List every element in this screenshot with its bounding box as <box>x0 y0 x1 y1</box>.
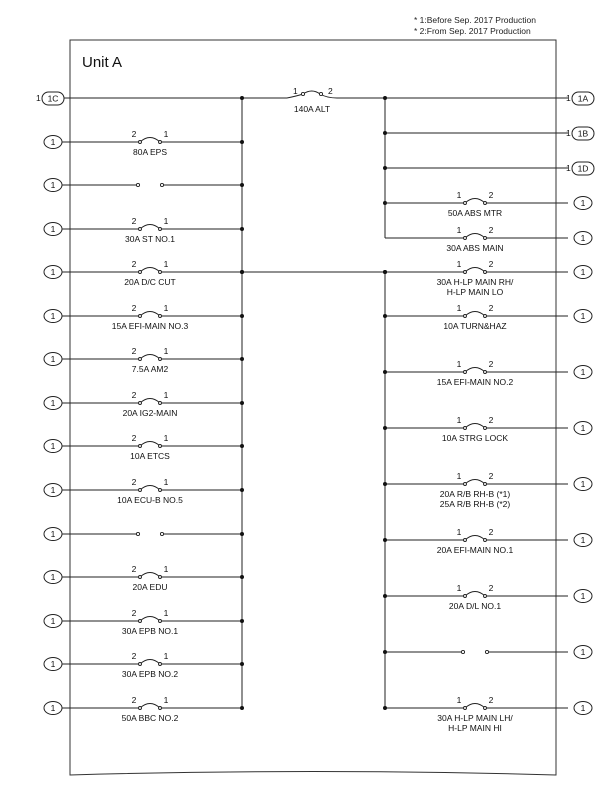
fuse-terminal <box>139 315 142 318</box>
connector-1 <box>574 422 592 435</box>
fuse-terminal <box>139 402 142 405</box>
connector-1 <box>574 310 592 323</box>
connector-1 <box>574 232 592 245</box>
fuse <box>115 608 185 623</box>
fuse-symbol <box>115 486 185 491</box>
left-fuse-row <box>62 129 244 157</box>
fuse-pin-left: 1 <box>456 190 462 200</box>
fuse-terminal <box>484 371 487 374</box>
connector-pin: 1 <box>36 93 41 103</box>
connector-pin: 1 <box>50 659 56 669</box>
fuse-pin-right: 2 <box>488 225 494 235</box>
fuse-pin-left: 1 <box>456 471 462 481</box>
fuse <box>115 651 185 666</box>
fuse-label: 10A ECU-B NO.5 <box>117 495 183 505</box>
fuse <box>115 477 185 492</box>
connector-1 <box>44 223 62 236</box>
connector-pin: 1 <box>580 233 586 243</box>
fuse-terminal <box>159 315 162 318</box>
fuse-label: 30A ST NO.1 <box>125 234 175 244</box>
junction-dot <box>240 444 244 448</box>
fuse-pin-right: 1 <box>163 477 169 487</box>
fuse-terminal <box>301 92 304 95</box>
connector-1 <box>574 590 592 603</box>
fuse-label: 20A IG2-MAIN <box>122 408 178 418</box>
fuse <box>115 303 185 318</box>
fuse-terminal <box>159 707 162 710</box>
connector-pin: 1 <box>50 224 56 234</box>
fuse-terminal <box>464 707 467 710</box>
right-fuse-row <box>383 259 568 297</box>
fuse-pin-right: 1 <box>163 129 169 139</box>
junction-dot <box>383 594 387 598</box>
left-fuse-row <box>62 390 244 418</box>
connector-pin: 1 <box>50 441 56 451</box>
fuse-terminal <box>319 92 322 95</box>
fuse-terminal <box>159 402 162 405</box>
fuse-symbol <box>115 573 185 578</box>
fuse-terminal <box>484 595 487 598</box>
fuse-140a-alt <box>287 86 337 114</box>
fuse-label: 20A EFI-MAIN NO.1 <box>436 545 514 555</box>
fuse-terminal <box>484 237 487 240</box>
connector-pin: 1 <box>580 267 586 277</box>
connector-pin: 1 <box>580 703 586 713</box>
fuse-terminal <box>464 427 467 430</box>
connector-pin: 1 <box>50 311 56 321</box>
fuse-pin-left: 2 <box>131 695 137 705</box>
fuse-label: 140A ALT <box>293 104 331 114</box>
fuse-terminal <box>139 228 142 231</box>
fuse-terminal <box>139 141 142 144</box>
fuse-pin-left: 2 <box>131 564 137 574</box>
fuse-symbol <box>445 268 505 273</box>
junction-dot <box>383 270 387 274</box>
fuse-terminal <box>464 483 467 486</box>
fuse-label: 30A H-LP MAIN RH/ <box>436 277 514 287</box>
fuse-symbol <box>445 424 505 429</box>
right-fuse-row <box>383 471 568 509</box>
fuse-symbol <box>445 368 505 373</box>
fuse-label: 30A EPB NO.1 <box>121 626 179 636</box>
fuse-pin-right: 1 <box>163 346 169 356</box>
connector-1 <box>574 702 592 715</box>
connector-1 <box>574 197 592 210</box>
fuse-terminal <box>484 427 487 430</box>
connector-1 <box>574 534 592 547</box>
junction-dot <box>383 706 387 710</box>
connector-1 <box>44 310 62 323</box>
connector-1 <box>44 440 62 453</box>
fuse-symbol <box>115 355 185 360</box>
connector-pin: 1 <box>50 398 56 408</box>
fuse-terminal <box>139 445 142 448</box>
left-fuse-row <box>62 183 244 187</box>
junction-dot <box>240 575 244 579</box>
fuse <box>445 359 505 374</box>
connector-pin: 1 <box>50 137 56 147</box>
connector-1 <box>44 266 62 279</box>
fuse-terminal <box>484 707 487 710</box>
junction-dot <box>383 650 387 654</box>
switch-contact <box>485 650 488 653</box>
fuse <box>115 259 185 274</box>
right-fuse-row <box>383 359 568 387</box>
junction-dot <box>383 370 387 374</box>
fuse-pin-right: 2 <box>488 527 494 537</box>
fuse-pin-right: 2 <box>488 303 494 313</box>
connector-pin: 1 <box>580 591 586 601</box>
junction-dot <box>240 270 244 274</box>
connector-1 <box>44 484 62 497</box>
fuse-terminal <box>159 576 162 579</box>
connector-1C <box>36 92 64 105</box>
fuse-terminal <box>464 202 467 205</box>
connector-pin: 1 <box>566 93 571 103</box>
connector-1 <box>574 646 592 659</box>
junction-dot <box>240 532 244 536</box>
right-fuse-row <box>385 225 568 253</box>
connector-1 <box>574 366 592 379</box>
right-fuse-row <box>383 415 568 443</box>
fuse-symbol <box>115 138 185 143</box>
connector-1 <box>44 571 62 584</box>
left-fuse-row <box>62 259 244 287</box>
fuse-pin-right: 1 <box>163 390 169 400</box>
fuse-symbol <box>445 234 505 239</box>
fuse-pin-right: 1 <box>163 433 169 443</box>
left-fuse-row <box>62 346 244 374</box>
fuse-symbol <box>445 199 505 204</box>
left-fuse-row <box>62 651 244 679</box>
connector-1 <box>44 179 62 192</box>
fuse-label: 20A D/C CUT <box>124 277 176 287</box>
fuse <box>115 390 185 405</box>
fuse-label: 30A ABS MAIN <box>446 243 504 253</box>
fuse-terminal <box>159 358 162 361</box>
fuse-pin-left: 1 <box>456 415 462 425</box>
left-fuse-row <box>62 216 244 244</box>
fuse-label: H-LP MAIN LO <box>446 287 504 297</box>
fuse-terminal <box>139 707 142 710</box>
fuse-terminal <box>484 483 487 486</box>
fuse <box>115 564 185 579</box>
unit-title: Unit A <box>82 54 123 71</box>
fuse-label: 15A EFI-MAIN NO.2 <box>436 377 514 387</box>
fuse-terminal <box>139 620 142 623</box>
fuse-label: 30A H-LP MAIN LH/ <box>437 713 513 723</box>
fuse-terminal <box>159 445 162 448</box>
right-upper-fuse-rows <box>385 190 592 253</box>
fuse-terminal <box>159 228 162 231</box>
fuse-pin-right: 1 <box>163 303 169 313</box>
connector-pin: 1 <box>580 535 586 545</box>
fuse-symbol <box>115 704 185 709</box>
fuse-pin-left: 1 <box>456 527 462 537</box>
connector-pin: 1 <box>580 479 586 489</box>
switch-contact <box>136 183 139 186</box>
fuse-pin-left: 2 <box>131 129 137 139</box>
connector-pin: 1 <box>50 529 56 539</box>
fuse-pin-left: 1 <box>293 86 298 96</box>
fuse-symbol <box>115 617 185 622</box>
right-fuse-row <box>385 190 568 218</box>
fuse <box>115 216 185 231</box>
connector-1 <box>574 266 592 279</box>
fuse-label: 30A EPB NO.2 <box>121 669 179 679</box>
connector-1A <box>566 92 594 105</box>
fuse-pin-left: 1 <box>456 303 462 313</box>
junction-dot <box>383 166 387 170</box>
right-fuse-row <box>383 695 568 733</box>
fuse-pin-left: 1 <box>456 225 462 235</box>
connector-pin: 1 <box>50 267 56 277</box>
connector-pin: 1 <box>566 163 571 173</box>
fuse <box>445 471 505 486</box>
connector-id: 1D <box>577 163 589 174</box>
fuse-terminal <box>464 237 467 240</box>
connector-pin: 1 <box>50 616 56 626</box>
fuse-terminal <box>139 358 142 361</box>
fuse-symbol <box>115 225 185 230</box>
junction-dot <box>240 140 244 144</box>
fuse-terminal <box>464 271 467 274</box>
fuse <box>445 225 505 240</box>
fuse-pin-right: 1 <box>163 695 169 705</box>
fuse-pin-left: 1 <box>456 259 462 269</box>
fuse-pin-right: 2 <box>488 359 494 369</box>
fuse-label: 15A EFI-MAIN NO.3 <box>111 321 189 331</box>
junction-dot <box>240 357 244 361</box>
fuse-pin-left: 2 <box>131 303 137 313</box>
fuse-label: 50A ABS MTR <box>447 208 503 218</box>
connector-1 <box>574 478 592 491</box>
connector-pin: 1 <box>50 572 56 582</box>
junction-dot <box>240 183 244 187</box>
connector-1 <box>44 528 62 541</box>
left-fuse-row <box>62 433 244 461</box>
fuse-pin-left: 2 <box>131 608 137 618</box>
left-fuse-row <box>62 608 244 636</box>
fuse <box>115 695 185 710</box>
junction-dot <box>240 662 244 666</box>
junction-dot <box>383 131 387 135</box>
fuse-terminal <box>139 271 142 274</box>
fuse-pin-right: 2 <box>488 190 494 200</box>
left-fuse-row <box>62 564 244 592</box>
connector-pin: 1 <box>580 311 586 321</box>
fuse-symbol <box>115 312 185 317</box>
junction-switch <box>115 532 185 535</box>
connector-pin: 1 <box>50 180 56 190</box>
left-fuse-row <box>62 695 244 723</box>
fuse-pin-left: 1 <box>456 359 462 369</box>
fuse-terminal <box>464 539 467 542</box>
connector-1 <box>44 397 62 410</box>
fuse-pin-right: 1 <box>163 216 169 226</box>
fuse-label: 20A D/L NO.1 <box>448 601 502 611</box>
connector-pin: 1 <box>50 354 56 364</box>
fuse-pin-right: 2 <box>488 695 494 705</box>
fuse-pin-left: 2 <box>131 477 137 487</box>
fuse <box>445 190 505 205</box>
connector-1D <box>566 162 594 175</box>
fuse-pin-right: 2 <box>488 259 494 269</box>
junction-switch <box>115 183 185 186</box>
fuse-terminal <box>139 663 142 666</box>
fuse-symbol <box>115 442 185 447</box>
fuse <box>445 527 505 542</box>
connector-pin: 1 <box>50 703 56 713</box>
fuse-label: 7.5A AM2 <box>131 364 169 374</box>
connector-pin: 1 <box>580 367 586 377</box>
fuse-symbol <box>445 312 505 317</box>
right-fuse-row <box>383 583 568 611</box>
connector-1B <box>566 127 594 140</box>
junction-dot <box>383 96 387 100</box>
fuse-pin-right: 1 <box>163 651 169 661</box>
fuse-label: 20A R/B RH-B (*1) <box>439 489 511 499</box>
switch-contact <box>136 532 139 535</box>
fuse-pin-left: 2 <box>131 651 137 661</box>
right-fuse-row <box>383 527 568 555</box>
junction-dot <box>383 538 387 542</box>
fuse-label: H-LP MAIN HI <box>448 723 502 733</box>
left-fuse-rows <box>44 129 244 723</box>
junction-dot <box>240 706 244 710</box>
fuse-pin-left: 1 <box>456 583 462 593</box>
fuse-terminal <box>484 271 487 274</box>
connector-pin: 1 <box>50 485 56 495</box>
junction-dot <box>240 96 244 100</box>
fuse-terminal <box>139 576 142 579</box>
fuse-pin-right: 2 <box>488 583 494 593</box>
fuse-label: 50A BBC NO.2 <box>121 713 179 723</box>
junction-dot <box>240 488 244 492</box>
fuse <box>445 303 505 318</box>
right-fuse-row <box>383 650 568 654</box>
fuse-pin-left: 2 <box>131 216 137 226</box>
fuse-terminal <box>159 489 162 492</box>
fuse-symbol <box>115 268 185 273</box>
fuse-symbol <box>445 536 505 541</box>
fuse-label: 80A EPS <box>132 147 168 157</box>
note-2: * 2:From Sep. 2017 Production <box>414 26 531 36</box>
fuse-pin-right: 2 <box>488 471 494 481</box>
fuse <box>115 129 185 144</box>
fuse-symbol <box>115 660 185 665</box>
fuse <box>115 346 185 361</box>
connector-id: 1A <box>577 93 589 104</box>
junction-dots <box>240 96 387 274</box>
fuse-pin-left: 2 <box>131 433 137 443</box>
fuse-terminal <box>159 663 162 666</box>
connector-id: 1C <box>47 93 59 104</box>
fuse-terminal <box>464 315 467 318</box>
junction-dot <box>240 401 244 405</box>
junction-dot <box>383 482 387 486</box>
fuse-pin-left: 2 <box>131 259 137 269</box>
fuse-symbol <box>445 592 505 597</box>
fuse-terminal <box>484 315 487 318</box>
fuse-symbol <box>445 704 505 709</box>
switch-contact <box>160 532 163 535</box>
fuse-pin-left: 2 <box>131 390 137 400</box>
junction-dot <box>240 619 244 623</box>
fuse-symbol <box>115 399 185 404</box>
connector-pin: 1 <box>580 198 586 208</box>
fuse-terminal <box>464 371 467 374</box>
fuse <box>445 695 505 710</box>
fuse-pin-right: 1 <box>163 608 169 618</box>
fuse-terminal <box>159 620 162 623</box>
fuse-terminal <box>484 202 487 205</box>
switch-contact <box>160 183 163 186</box>
fuse <box>445 415 505 430</box>
fuse-pin-left: 1 <box>456 695 462 705</box>
fuse <box>115 433 185 448</box>
fuse-pin-right: 1 <box>163 259 169 269</box>
fuse <box>445 583 505 598</box>
connector-pin: 1 <box>566 128 571 138</box>
fuse-label: 10A TURN&HAZ <box>443 321 507 331</box>
fuse-label: 10A ETCS <box>130 451 170 461</box>
junction-dot <box>240 314 244 318</box>
junction-dot <box>240 227 244 231</box>
right-fuse-row <box>383 303 568 331</box>
fuse-pin-left: 2 <box>131 346 137 356</box>
fuse-label: 10A STRG LOCK <box>441 433 509 443</box>
connector-pin: 1 <box>580 423 586 433</box>
fuse-pin-right: 2 <box>488 415 494 425</box>
junction-dot <box>383 426 387 430</box>
switch-contact <box>461 650 464 653</box>
fuse-pin-right: 2 <box>328 86 333 96</box>
connector-1 <box>44 353 62 366</box>
right-lower-fuse-rows <box>383 259 592 733</box>
junction-dot <box>383 314 387 318</box>
connector-id: 1B <box>577 128 589 139</box>
left-fuse-row <box>62 303 244 331</box>
fuse-label: 25A R/B RH-B (*2) <box>439 499 511 509</box>
fuse-symbol <box>445 480 505 485</box>
connector-1 <box>44 615 62 628</box>
note-1: * 1:Before Sep. 2017 Production <box>414 15 536 25</box>
left-fuse-row <box>62 532 244 536</box>
connector-1 <box>44 658 62 671</box>
fuse-terminal <box>159 141 162 144</box>
connector-1 <box>44 136 62 149</box>
fuse <box>445 259 505 274</box>
fuse-terminal <box>139 489 142 492</box>
connector-pin: 1 <box>580 647 586 657</box>
fuse-label: 20A EDU <box>132 582 168 592</box>
fuse-terminal <box>464 595 467 598</box>
junction-switch <box>445 650 505 653</box>
fuse-pin-right: 1 <box>163 564 169 574</box>
fuse-terminal <box>484 539 487 542</box>
left-fuse-row <box>62 477 244 505</box>
fuse-terminal <box>159 271 162 274</box>
connector-1 <box>44 702 62 715</box>
